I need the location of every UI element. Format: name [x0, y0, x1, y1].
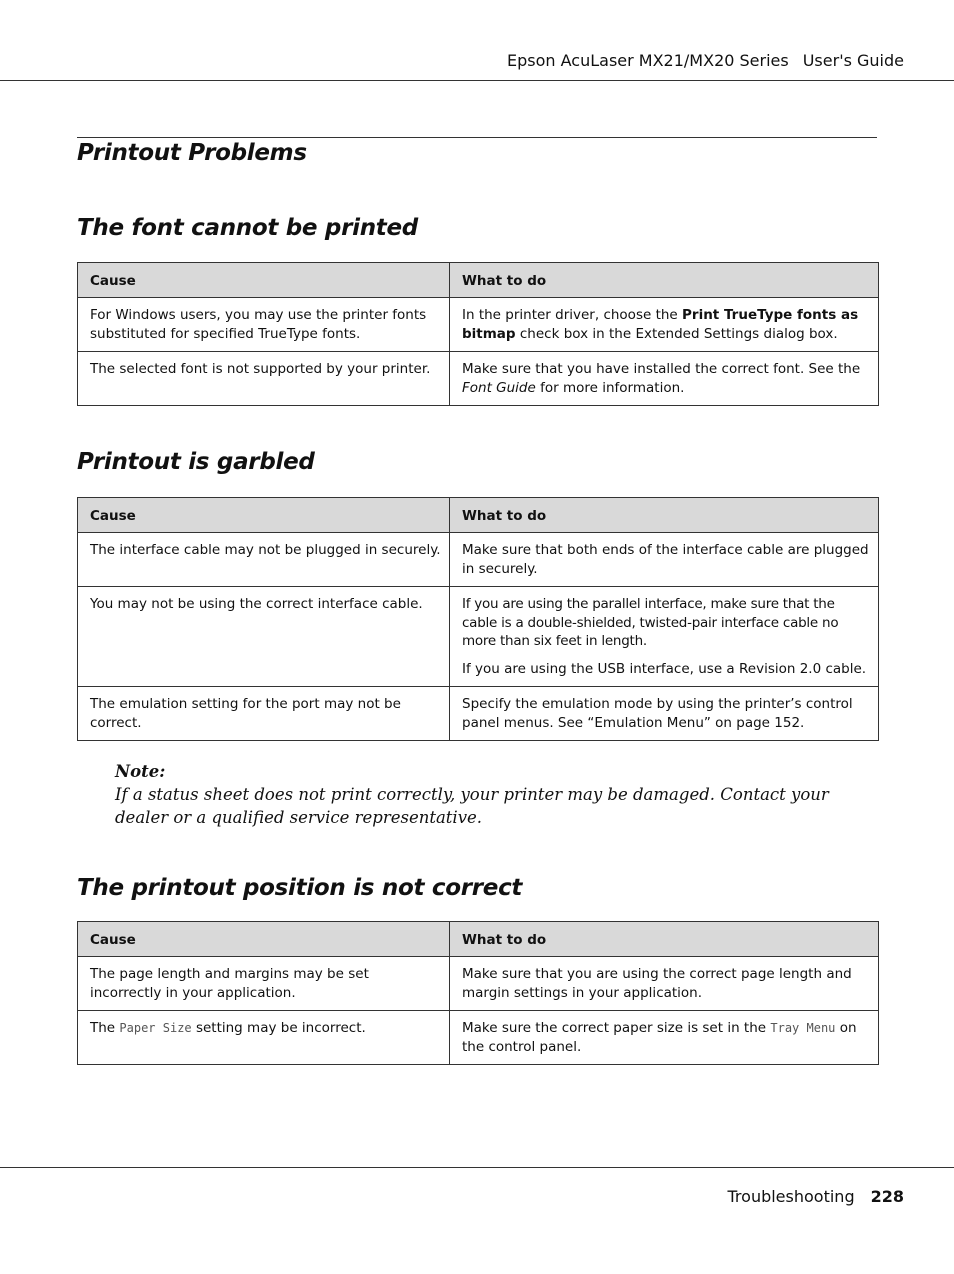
cause-cell: The page length and margins may be set incorrectly in your application.: [78, 957, 450, 1011]
what-to-do-cell: [450, 298, 879, 352]
header-guide: User's Guide: [802, 51, 904, 70]
section-heading-font: The font cannot be printed: [77, 215, 418, 241]
table-row: [78, 1011, 879, 1065]
todo-paragraph: If you are using the parallel interface, make sure that the cable is a double-shielded, twisted-pair interface cable no more than six feet in length.: [462, 596, 839, 649]
tray-menu-setting: Tray Menu: [770, 1021, 836, 1035]
column-header-what-to-do: What to do: [450, 922, 879, 957]
table-row: [78, 587, 879, 687]
paper-size-setting: Paper Size: [119, 1021, 192, 1035]
font-guide-reference: Font Guide: [462, 379, 536, 396]
table-header-row: [78, 263, 879, 298]
note-text: If a status sheet does not print correctly, your printer may be damaged. Contact your dealer or a qualified service representative.: [115, 785, 829, 827]
what-to-do-cell: Make sure that you are using the correct page length and margin settings in your application.: [450, 957, 879, 1011]
table-row: [78, 533, 879, 587]
todo-text: Make sure that you have installed the correct font. See the: [462, 361, 861, 377]
cause-cell: [78, 1011, 450, 1065]
table-row: [78, 352, 879, 406]
table-row: [78, 298, 879, 352]
footer-section: Troubleshooting: [727, 1187, 855, 1206]
table-row: [78, 687, 879, 741]
column-header-what-to-do: What to do: [450, 263, 879, 298]
page-footer: [728, 1186, 905, 1208]
cause-text: setting may be incorrect.: [191, 1020, 366, 1036]
page-title: Printout Problems: [77, 140, 307, 166]
cause-cell: You may not be using the correct interface cable.: [78, 587, 450, 687]
what-to-do-cell: Make sure that both ends of the interface cable are plugged in securely.: [450, 533, 879, 587]
todo-text: on the control panel.: [462, 1020, 857, 1055]
todo-paragraph: If you are using the USB interface, use a Revision 2.0 cable.: [462, 660, 867, 677]
section-heading-position: The printout position is not correct: [77, 875, 523, 901]
cause-cell: The selected font is not supported by your printer.: [78, 352, 450, 406]
todo-text: In the printer driver, choose the: [462, 307, 683, 323]
page-number: 228: [870, 1187, 904, 1206]
page-header: [507, 50, 904, 72]
todo-text: check box in the Extended Settings dialog box.: [515, 325, 838, 342]
what-to-do-cell: [450, 352, 879, 406]
column-header-cause: Cause: [78, 922, 450, 957]
column-header-cause: Cause: [78, 498, 450, 533]
garbled-table: [77, 497, 879, 741]
cause-cell: The emulation setting for the port may not be correct.: [78, 687, 450, 741]
note-block: [115, 760, 885, 829]
section-heading-garbled: Printout is garbled: [77, 449, 315, 475]
todo-text: Make sure the correct paper size is set in the: [462, 1020, 771, 1036]
todo-text: for more information.: [535, 379, 685, 396]
column-header-cause: Cause: [78, 263, 450, 298]
header-product: Epson AcuLaser MX21/MX20 Series: [507, 51, 789, 70]
what-to-do-cell: Specify the emulation mode by using the printer’s control panel menus. See “Emulation Menu” on page 152.: [450, 687, 879, 741]
todo-bold-text: Print TrueType fonts as bitmap: [462, 307, 859, 342]
position-table: [77, 921, 879, 1065]
cause-cell: The interface cable may not be plugged in securely.: [78, 533, 450, 587]
font-table: [77, 262, 879, 406]
what-to-do-cell: [450, 1011, 879, 1065]
footer-rule: [0, 1167, 954, 1168]
table-header-row: [78, 922, 879, 957]
table-row: [78, 957, 879, 1011]
table-header-row: [78, 498, 879, 533]
column-header-what-to-do: What to do: [450, 498, 879, 533]
note-label: Note:: [115, 762, 166, 781]
cause-cell: For Windows users, you may use the printer fonts substituted for specified TrueType fonts.: [78, 298, 450, 352]
cause-text: The: [90, 1020, 120, 1036]
what-to-do-cell: [450, 587, 879, 687]
header-rule: [0, 80, 954, 81]
